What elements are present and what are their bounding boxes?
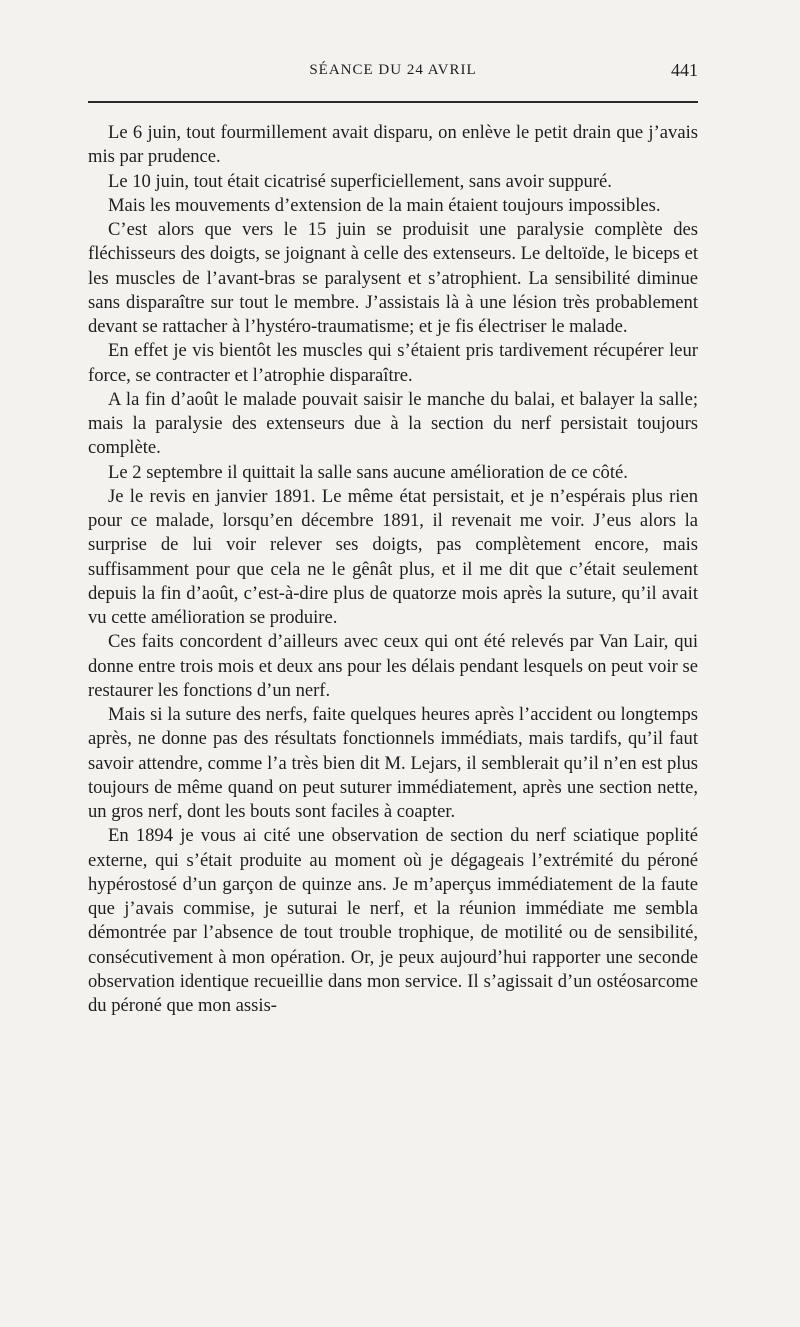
paragraph: En effet je vis bientôt les muscles qui s’étaient pris tardivement récupérer leur force, se contracter et l’atrophie disparaître. — [88, 340, 698, 386]
paragraph: A la fin d’août le malade pouvait saisir le manche du balai, et balayer la salle; mais la paralysie des extenseurs due à la section du nerf persistait toujours complète. — [88, 388, 698, 459]
running-header — [88, 62, 698, 90]
page-number: 441 — [671, 60, 698, 80]
paragraph: C’est alors que vers le 15 juin se produisit une paralysie complète des fléchisseurs des doigts, se joignant à celle des extenseurs. Le deltoïde, le biceps et les muscles de l’avant-bras se paralysent et s’atrophient. La sensibilité diminue sans disparaître sur tout le membre. J’assistais là à une lésion très probablement devant se rattacher à l’hystéro-traumatisme; et je fis électriser le malade. — [88, 219, 698, 337]
paragraph: Mais les mouvements d’extension de la main étaient toujours impossibles. — [108, 194, 661, 216]
header-rule — [88, 101, 698, 103]
paragraph: Je le revis en janvier 1891. Le même état persistait, et je n’espérais plus rien pour ce malade, lorsqu’en décembre 1891, il revenait me voir. J’eus alors la surprise de lui voir relever ses doigts, pas complètement encore, mais suffisamment pour que cela ne le gênât plus, et il me dit que c’était seulement depuis la fin d’août, c’est-à-dire plus de quatorze mois après la suture, qu’il avait vu cette amélioration se produire. — [88, 485, 698, 628]
paragraph: Ces faits concordent d’ailleurs avec ceux qui ont été relevés par Van Lair, qui donne entre trois mois et deux ans pour les délais pendant lesquels on peut voir se restaurer les fonctions d’un nerf. — [88, 631, 698, 701]
paragraph: Mais si la suture des nerfs, faite quelques heures après l’accident ou longtemps après, ne donne pas des résultats fonctionnels immédiats, mais tardifs, qu’il faut savoir attendre, comme l’a très bien dit M. Lejars, il semblerait qu’il n’en est plus toujours de même quand on peut suturer immédiatement, après une section nette, un gros nerf, dont les bouts sont faciles à coapter. — [88, 704, 698, 822]
body-text — [88, 121, 698, 1018]
paragraph: En 1894 je vous ai cité une observation de section du nerf sciatique poplité externe, qui s’était produite au moment où je dégageais l’extrémité du péroné hypérostosé d’un garçon de quinze ans. Je m’aperçus immédiatement de la faute que j’avais commise, je suturai le nerf, et la réunion immédiate me sembla démontrée par l’absence de tout trouble trophique, de motilité ou de sensibilité, consécutivement à mon opération. Or, je peux aujourd’hui rapporter une seconde observation identique recueillie dans mon service. Il s’agissait d’un ostéosarcome du péroné que mon assis- — [88, 825, 698, 1016]
paragraph: Le 2 septembre il quittait la salle sans aucune amélioration de ce côté. — [108, 461, 628, 483]
header-title: SÉANCE DU 24 AVRIL — [309, 62, 477, 78]
paragraph: Le 10 juin, tout était cicatrisé superficiellement, sans avoir suppuré. — [108, 170, 612, 192]
paragraph: Le 6 juin, tout fourmillement avait disparu, on enlève le petit drain que j’avais mis par prudence. — [88, 122, 698, 168]
